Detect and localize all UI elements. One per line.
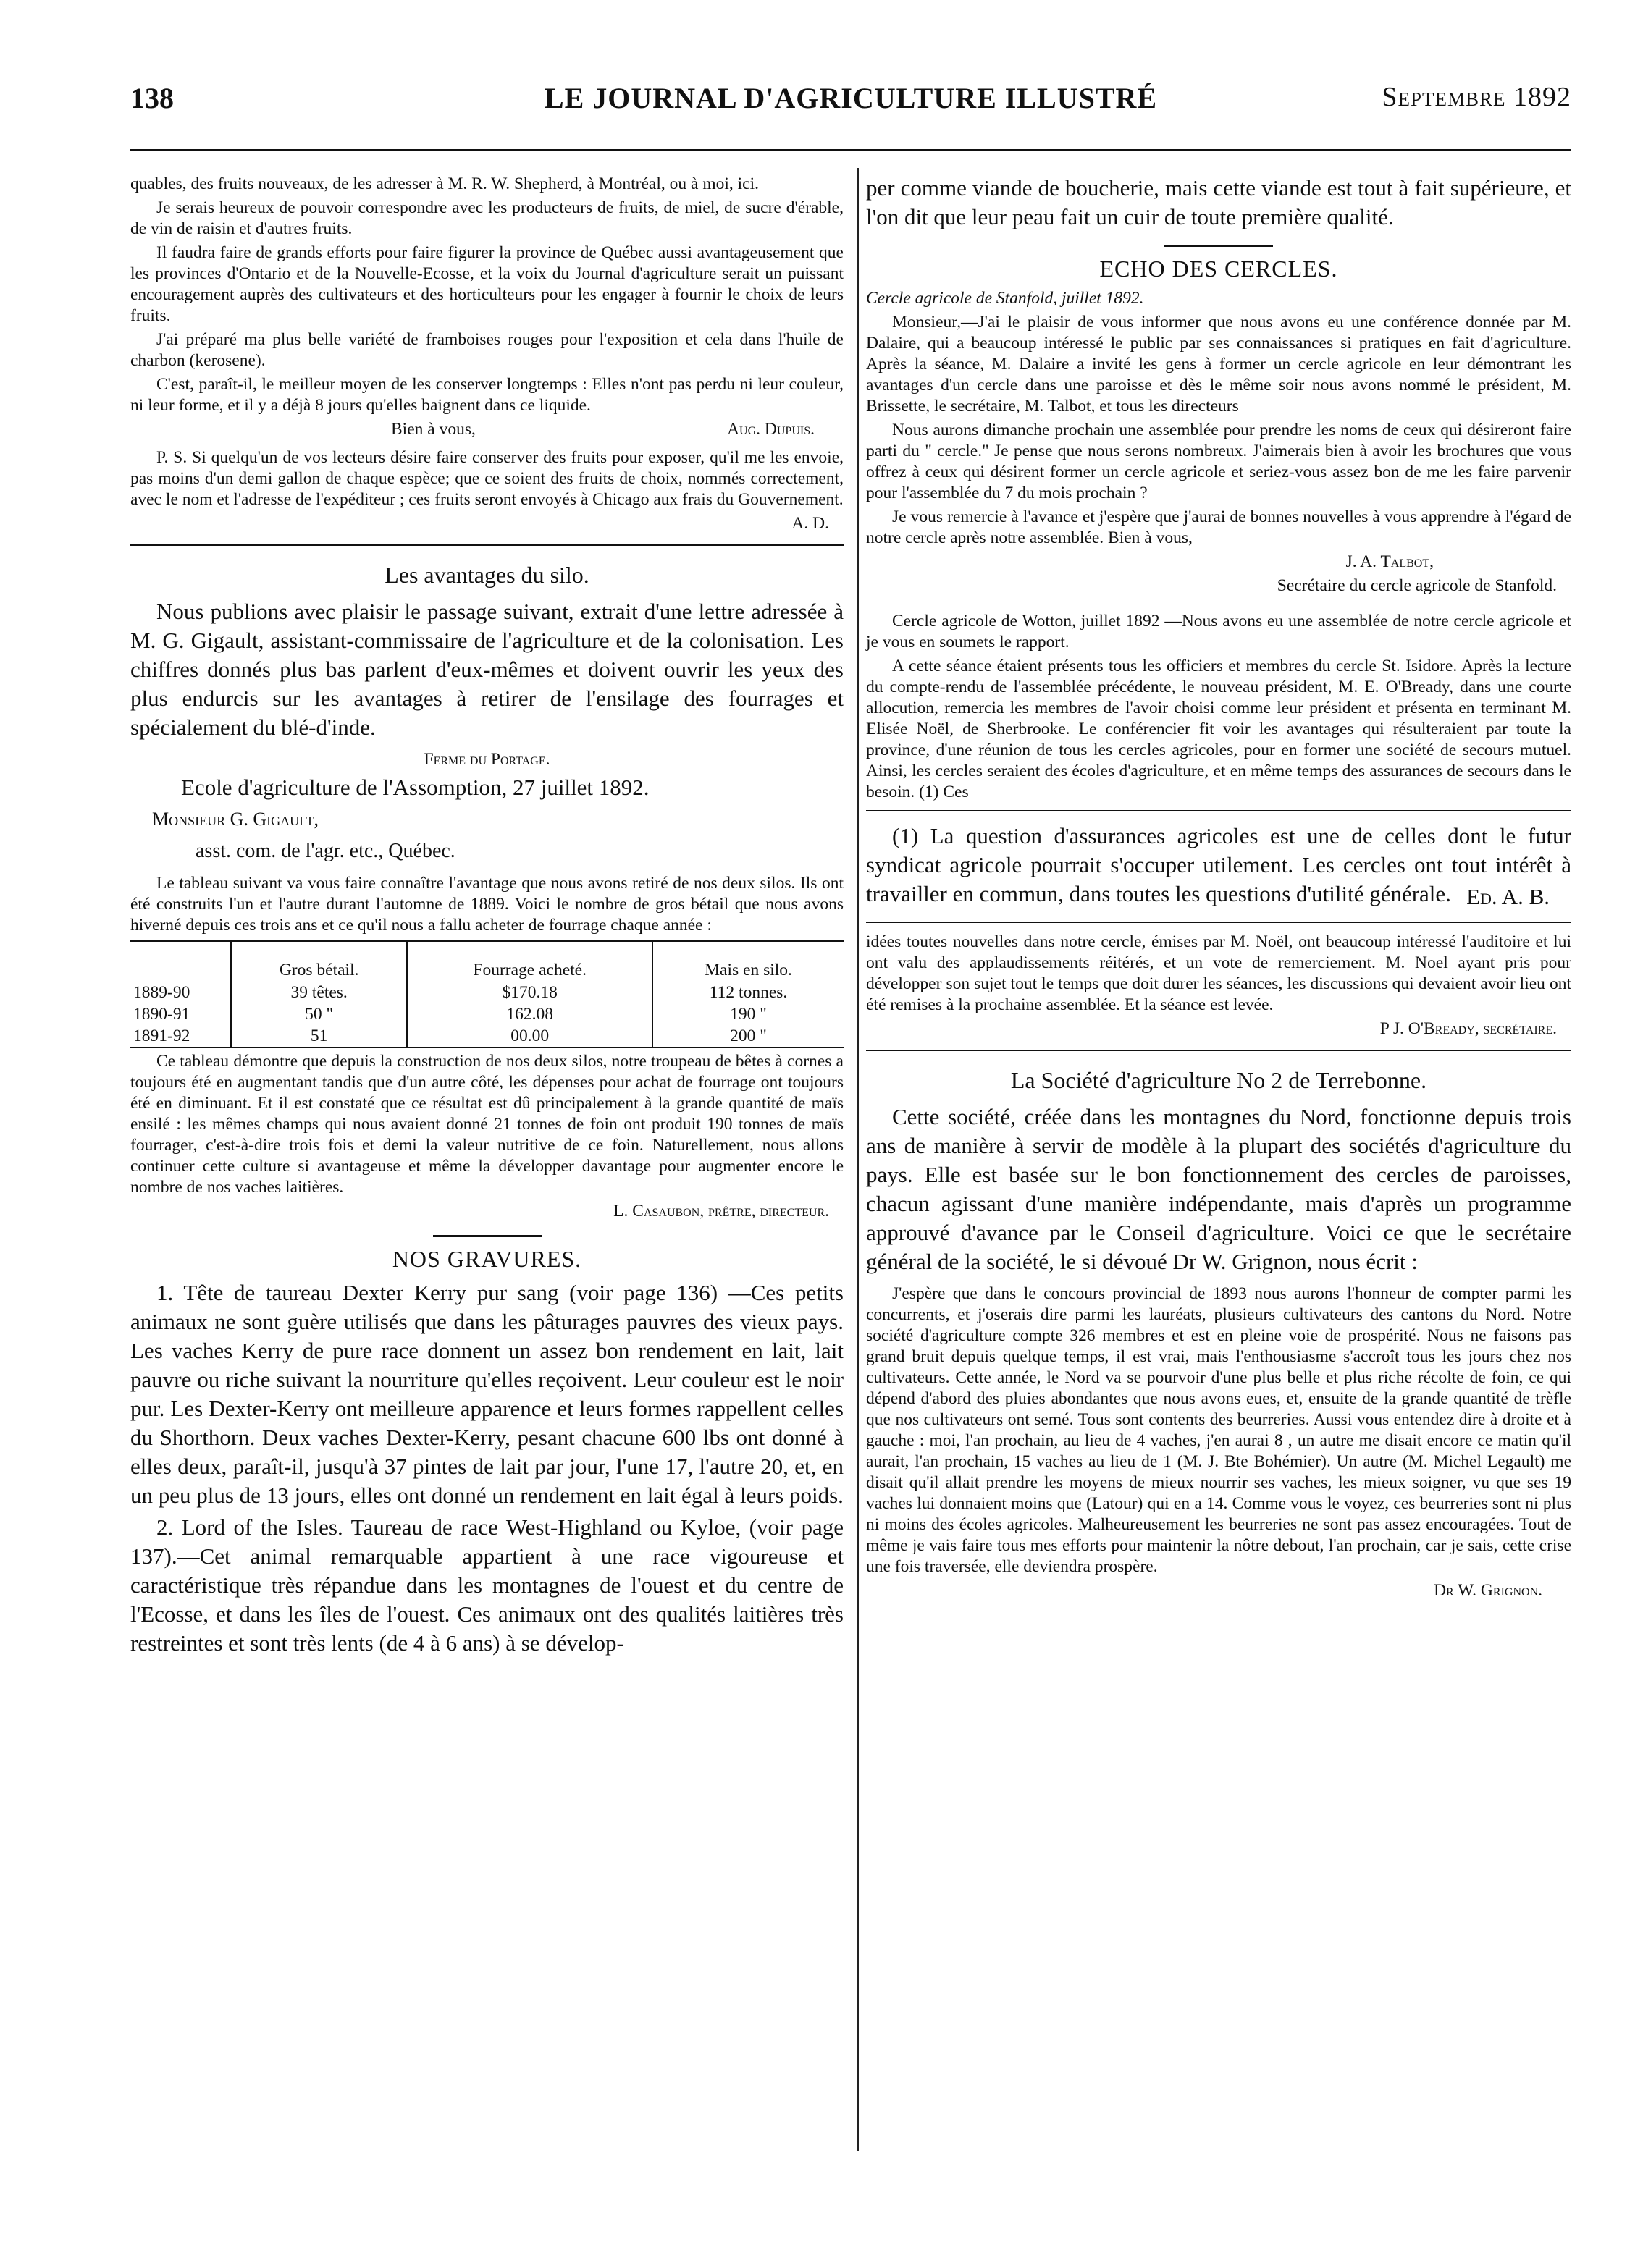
wotton-paragraph: idées toutes nouvelles dans notre cercle, émises par M. Noël, ont beaucoup intéressé l'auditoire et lui ont valu des applaudissements réitérés, et un vote de remerciement. M. Noel ayant pris pour développer son sujet tout le temps que doit durer les séances, les discussions qui devaient avoir lieu ont été remises à la prochaine assemblée. Et la séance est levée. (866, 932, 1571, 1014)
letter-addressee: Monsieur G. Gigault, (152, 809, 319, 830)
wotton-signature: P J. O'Bready, secrétaire. (1379, 1019, 1557, 1038)
issue-date: Septembre 1892 (1382, 82, 1571, 112)
intro-paragraph: quables, des fruits nouveaux, de les adresser à M. R. W. Shepherd, à Montréal, ou à moi, ici. (130, 174, 759, 193)
left-column (130, 174, 844, 1661)
closing-salutation: Bien à vous, (391, 420, 476, 439)
stanfold-signer-role: Secrétaire du cercle agricole de Stanfold. (1277, 576, 1557, 595)
table-cell: 200 " (652, 1025, 844, 1047)
engraving-item-2: 2. Lord of the Isles. Taureau de race West-Highland ou Kyloe, (voir page 137).—Cet animal remarquable appartient à une race vigoureuse et caractéristique très répandue dans les montagnes de l'ouest et du centre de l'Ecosse, et dans les îles de l'ouest. Ces animaux ont des qualités laitières très restreintes et sont très lents (de 4 à 6 ans) à se dévelop- (130, 1514, 844, 1656)
wotton-paragraph: A cette séance étaient présents tous les officiers et membres du cercle St. Isidore. Après la lecture du compte-rendu de l'assemblée précédente, le nouveau président, M. E. O'Bready, dans une courte allocution, remercia les membres de l'avoir choisi comme leur président et présenta en terminant M. Elisée Noël, de Sherbrooke. Le conférencier fit voir les avantages qui résulteraient par toute la province, d'une réunion de tous les cercles agricoles, pour en former une société de secours mutuel. Ainsi, les cercles seraient des écoles d'agriculture, et en même temps des assurances de secours dans le besoin. (1) Ces (866, 657, 1571, 801)
engraving-item-1: 1. Tête de taureau Dexter Kerry pur sang (voir page 136) —Ces petits animaux ne sont guère utilisés que dans les pâturages pauvres des vieux pays. Les vaches Kerry de pure race donnent un assez bon rendement en lait, lait pauvre ou riche suivant la nourriture qu'elles reçoivent. Leur couleur est le noir pur. Les Dexter-Kerry ont meilleure apparence et leurs formes rappellent celles du Shorthorn. Deux vaches Dexter-Kerry, pesant chacune 600 lbs ont donné à elles deux, paraît-il, jusqu'à 37 pintes de lait par jour, l'une 17, l'autre 20, et, en un peu plus de 13 jours, elles ont donné un rendement en lait égal à leurs poids. (130, 1280, 844, 1508)
journal-title: LE JOURNAL D'AGRICULTURE ILLUSTRÉ (544, 82, 1158, 114)
section-heading-silo: Les avantages du silo. (385, 562, 589, 588)
section-rule (866, 1050, 1571, 1051)
addressee-title: asst. com. de l'agr. etc., Québec. (196, 840, 455, 862)
silo-signature: L. Casaubon, prêtre, directeur. (613, 1202, 829, 1221)
letter-place-date: Ecole d'agriculture de l'Assomption, 27 juillet 1892. (181, 775, 650, 800)
terrebonne-intro: Cette société, créée dans les montagnes du Nord, fonctionne depuis trois ans de manière à servir de modèle à la plupart des sociétés d'agriculture du pays. Elle est basée sur le bon fonctionnement des cercles de paroisses, chacun agissant d'une manière indépendante, mais d'après un programme approuvé d'avance par le Conseil d'agriculture. Voici ce que le secrétaire général de la société, le si dévoué Dr W. Grignon, nous écrit : (866, 1104, 1571, 1274)
table-cell: 1890-91 (133, 1005, 190, 1024)
section-heading-echo: ECHO DES CERCLES. (1099, 256, 1338, 282)
signature-name: Aug. Dupuis. (727, 420, 815, 439)
table-cell: 1891-92 (133, 1026, 190, 1045)
continued-paragraph: per comme viande de boucherie, mais cette viande est tout à fait supérieure, et l'on dit que leur peau fait un cuir de toute première qualité. (866, 175, 1571, 229)
table-cell: 1889-90 (133, 983, 190, 1002)
table-row (130, 982, 844, 1003)
wotton-paragraph: Cercle agricole de Wotton, juillet 1892 —Nous avons eu une assemblée de notre cercle agricole et je vous en soumets le rapport. (866, 612, 1571, 652)
table-cell: 51 (231, 1025, 407, 1047)
silo-intro: Nous publions avec plaisir le passage suivant, extrait d'une lettre adressée à M. G. Gigault, assistant-commissaire de l'agriculture et de la colonisation. Les chiffres donnés plus bas parlent d'eux-mêmes et doivent ouvrir les yeux des plus endurcis sur les avantages à retirer de l'ensilage des fourrages et spécialement du blé-d'inde. (130, 599, 844, 740)
silo-letter: Le tableau suivant va vous faire connaître l'avantage que nous avons retiré de nos deux silos. Ils ont été construits l'un et l'autre durant l'automne de 1889. Voici le nombre de gros bétail que nous avons hiverné depuis ces trois ans et ce qu'il nous a fallu acheter de fourrage chaque année : (130, 874, 844, 935)
right-column (866, 174, 1571, 1604)
intro-signature (130, 419, 844, 440)
stanfold-title: Cercle agricole de Stanfold, juillet 1892. (866, 289, 1144, 308)
column-divider (857, 168, 859, 2151)
postscript-signature: A. D. (791, 514, 829, 533)
table-cell: 50 " (231, 1003, 407, 1025)
farm-name: Ferme du Portage. (424, 750, 550, 769)
stanfold-paragraph: Nous aurons dimanche prochain une assemblée pour prendre les noms de ceux qui désireront faire parti du " cercle." Je pense que nous serons nombreux. J'aimerais bien à avoir les brochures que vous offrez à ceux qui désirent former un cercle agricole et seriez-vous assez bon de me les faire parvenir pour l'assemblée du 7 du mois prochain ? (866, 421, 1571, 502)
footnote-text: (1) La question d'assurances agricoles est une de celles dont le futur syndicat agricole pourrait s'occuper utilement. Les cercles ont tout intérêt à travailler en commun, dans toutes les questions d'utilité générale. (866, 823, 1571, 906)
stanfold-signature: J. A. Talbot, (1345, 552, 1434, 571)
intro-paragraph: C'est, paraît-il, le meilleur moyen de les conserver longtemps : Elles n'ont pas perdu ni leur couleur, ni leur forme, et il y a déjà 8 jours qu'elles baignent dans ce liquide. (130, 375, 844, 415)
table-header (130, 941, 231, 982)
footnote (866, 810, 1571, 923)
table-cell: 190 " (652, 1003, 844, 1025)
table-cell: 162.08 (407, 1003, 652, 1025)
silo-table (130, 940, 844, 1048)
section-heading-terrebonne: La Société d'agriculture No 2 de Terrebonne. (1010, 1067, 1427, 1093)
intro-paragraph: Il faudra faire de grands efforts pour faire figurer la province de Québec aussi avantageusement que les provinces d'Ontario et de la Nouvelle-Ecosse, et la voix du Journal d'agriculture serait un puissant encouragement auprès des cultivateurs et des horticulteurs pour les engager à fournir le choix de leurs fruits. (130, 243, 844, 325)
section-rule (1164, 245, 1273, 247)
table-header: Gros bétail. (231, 941, 407, 982)
section-rule (130, 544, 844, 546)
intro-paragraph: J'ai préparé ma plus belle variété de framboises rouges pour l'exposition et cela dans l'huile de charbon (kerosene). (130, 330, 844, 370)
intro-paragraph: Je serais heureux de pouvoir correspondre avec les producteurs de fruits, de miel, de sucre d'érable, de vin de raisin et d'autres fruits. (130, 198, 844, 238)
table-header: Fourrage acheté. (407, 941, 652, 982)
page-number: 138 (130, 82, 174, 114)
terrebonne-letter: J'espère que dans le concours provincial de 1893 nous aurons l'honneur de compter parmi les concurrents, et j'oserais dire parmi les lauréats, plusieurs cultivateurs des cantons du Nord. Notre société d'agriculture compte 326 membres et est en pleine voie de prospérité. Nous ne faisons pas grand bruit depuis quelque temps, il est vrai, mais l'enthousiasme s'accroît tous les jours chez nos cultivateurs. Cette année, le Nord va se pourvoir d'une plus belle et plus riche récolte de foin, ce qui dépend d'abord des pluies abondantes que nous avons eues, et, ensuite de la grande quantité de trèfle que nos cultivateurs ont semé. Tous sont contents des beurreries. Aussi vous entendez dire à droite et à gauche : moi, l'an prochain, au lieu de 4 vaches, j'en aurai 8 , un autre me disait encore ce matin qu'il aurait, l'an prochain, 15 vaches au lieu de 1 (M. J. Bte Bohémier). Un autre (M. Michel Legault) me disait qu'il allait prendre les moyens de mieux nourrir ses vaches, les mieux soigner, vu que ses 19 vaches lui donnaient moins que (Latour) qui en a 14. Comme vous le voyez, ces beurreries sont ni plus ni moins des écoles agricoles. Malheureusement les beurreries ne sont pas assez encouragées. Tout de même je vais faire tous mes efforts pour maintenir la nôtre debout, l'an prochain, car je sais, cette crise une fois traversée, elle deviendra prospère. (866, 1284, 1571, 1576)
table-header-row (130, 941, 844, 982)
section-rule (433, 1235, 542, 1237)
section-heading-gravures: NOS GRAVURES. (392, 1246, 582, 1272)
terrebonne-signature: Dr W. Grignon. (1434, 1581, 1542, 1600)
table-cell: 00.00 (407, 1025, 652, 1047)
postscript: P. S. Si quelqu'un de vos lecteurs désire faire conserver des fruits pour exposer, qu'il me les envoie, pas moins d'un demi gallon de chaque espèce; que ce soient des fruits de choix, nommés correctement, avec le nom et l'adresse de l'expéditeur ; ces fruits seront envoyés à Chicago aux frais du Gouvernement. (130, 448, 844, 509)
table-cell: 39 têtes. (231, 982, 407, 1003)
footnote-signature: Ed. A. B. (1466, 884, 1550, 909)
stanfold-paragraph: Monsieur,—J'ai le plaisir de vous informer que nous avons eu une conférence donnée par M. Dalaire, qui a beaucoup intéressé le public par ses connaissances si pratiques en fait d'agriculture. Après la séance, M. Dalaire a invité les gens à former un cercle agricole en leur démontrant les avantages d'un cercle dans une paroisse et dès le même soir nous avons nommé le président, M. Brissette, le secrétaire, M. Talbot, et tous les directeurs (866, 313, 1571, 416)
page-header (130, 81, 1571, 132)
table-cell: 112 tonnes. (652, 982, 844, 1003)
header-rule (130, 149, 1571, 151)
silo-conclusion: Ce tableau démontre que depuis la construction de nos deux silos, notre troupeau de bêtes à cornes a toujours été en augmentant tandis que d'un autre côté, les dépenses pour achat de fourrage ont toujours été en diminuant. Et il est constaté que ce résultat est dû principalement à la grande quantité de maïs ensilé : les mêmes champs qui nous avaient donné 21 tonnes de foin ont produit 190 tonnes de maïs fourrager, c'est-à-dire trois fois et demi la valeur nutritive de ce foin. Naturellement, nous allons continuer cette culture si avantageuse et même la développer davantage pour augmenter encore le nombre de nos vaches laitières. (130, 1052, 844, 1197)
table-cell: $170.18 (407, 982, 652, 1003)
table-row (130, 1003, 844, 1025)
table-header: Mais en silo. (652, 941, 844, 982)
stanfold-paragraph: Je vous remercie à l'avance et j'espère que j'aurai de bonnes nouvelles à vous apprendre à l'égard de notre cercle après notre assemblée. Bien à vous, (866, 507, 1571, 547)
table-row (130, 1025, 844, 1047)
